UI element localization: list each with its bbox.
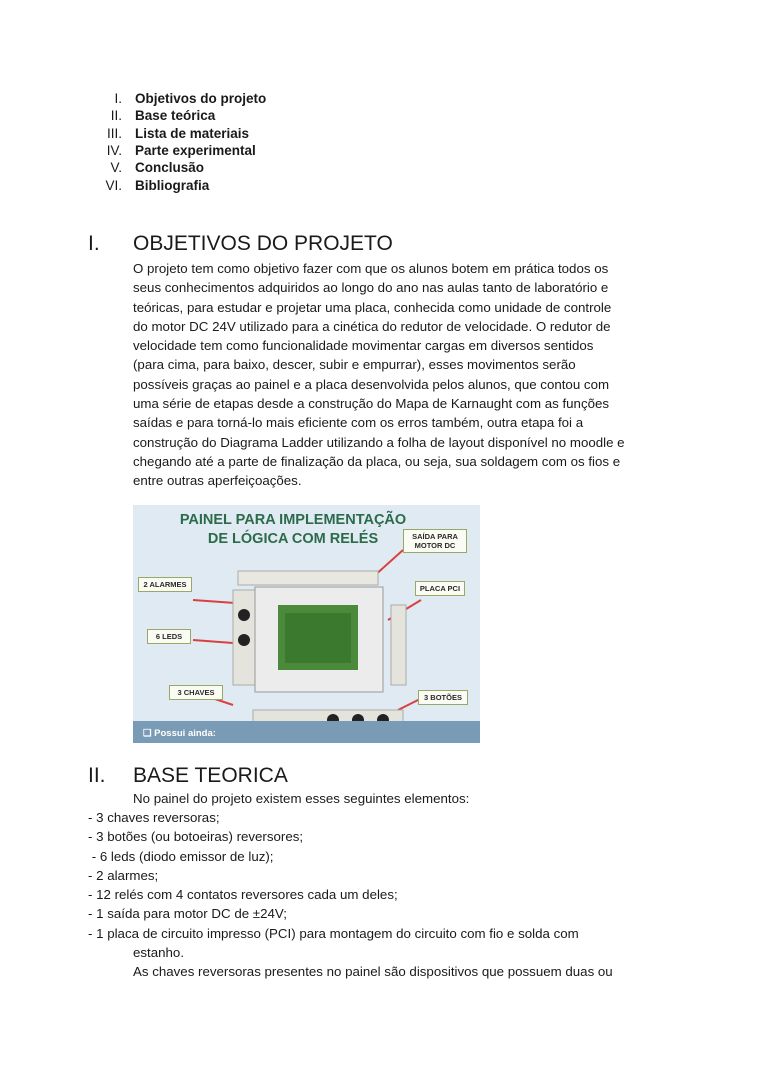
section-heading-base-teorica [88,764,288,788]
figure-footer-text [143,728,216,739]
callout-saida-motor: SAÍDA PARA MOTOR DC [403,529,467,553]
list-item: - 3 chaves reversoras; [88,810,220,825]
table-of-contents [80,90,266,194]
section-title: OBJETIVOS DO PROJETO [133,232,393,255]
toc-label: Lista de materiais [135,125,250,141]
toc-item [80,159,266,176]
bullet-icon: ❑ [143,728,155,739]
section-number: II. [88,764,106,787]
paragraph-line: teóricas, para estudar e projetar uma placa, conhecida como unidade de controle [133,299,612,315]
toc-label: Objetivos do projeto [135,91,267,107]
figure-title-line: PAINEL PARA IMPLEMENTAÇÃO [179,512,407,528]
toc-number: V. [110,160,122,176]
toc-number: I. [114,91,122,107]
toc-label: Conclusão [135,160,205,176]
paragraph-line: do motor DC 24V utilizado para a cinética do redutor de velocidade. O redutor de [133,318,611,334]
paragraph-line: seus conhecimentos adquiridos ao longo do ano nas aulas tanto de laboratório e [133,280,609,296]
paragraph-line: No painel do projeto existem esses seguintes elementos: [133,791,470,806]
list-item: - 1 saída para motor DC de ±24V; [88,906,287,922]
callout-placa: PLACA PCI [415,581,465,596]
toc-number: III. [106,125,122,141]
list-item: - 1 placa de circuito impresso (PCI) para montagem do circuito com fio e solda com [88,925,579,941]
paragraph-line: saídas e para torná-lo mais eficiente com os erros também, outra etapa foi a [133,415,584,431]
paragraph-line: possíveis graças ao painel e a placa desenvolvida pelos alunos, que contou com [133,376,610,392]
elements-list [88,808,613,982]
section-intro [133,789,663,808]
callout-leds: 6 LEDS [147,629,191,644]
callout-chaves: 3 CHAVES [169,685,223,700]
figure-title-line: DE LÓGICA COM RELÉS [207,531,379,547]
list-item: - 2 alarmes; [88,867,159,883]
paragraph-line: O projeto tem como objetivo fazer com que os alunos botem em prática todos os [133,261,609,276]
section-paragraph [133,259,663,491]
paragraph-line: entre outras aperfeiçoações. [133,473,302,489]
toc-item [80,142,266,159]
paragraph-line: chegando até a parte de finalização da placa, ou seja, sua soldagem com os fios e [133,453,621,469]
toc-label: Parte experimental [135,143,256,159]
toc-label: Base teórica [135,108,216,124]
toc-item [80,107,266,124]
paragraph-line: construção do Diagrama Ladder utilizando a folha de layout disponível no moodle e [133,434,625,450]
section-heading-objetivos [88,232,393,256]
section-title: BASE TEORICA [133,764,288,787]
paragraph-line: velocidade tem como funcionalidade movimentar cargas em diversos sentidos [133,338,594,354]
list-item: - 3 botões (ou botoeiras) reversores; [88,829,304,845]
footer-caption: Possui ainda: [154,728,216,739]
list-item: - 6 leds (diodo emissor de luz); [88,848,274,864]
section-number: I. [88,232,100,255]
list-item: - 12 relés com 4 contatos reversores cada um deles; [88,887,398,903]
toc-item [80,125,266,142]
toc-number: II. [110,108,122,124]
toc-item [80,90,266,107]
paragraph-line: As chaves reversoras presentes no painel são dispositivos que possuem duas ou [133,964,613,980]
toc-number: IV. [106,143,122,159]
paragraph-line: estanho. [133,945,185,961]
toc-number: VI. [105,177,122,193]
callout-alarmes: 2 ALARMES [138,577,192,592]
panel-figure [133,505,480,743]
paragraph-line: uma série de etapas desde a construção do Mapa de Karnaught com as funções [133,396,610,412]
toc-item [80,176,266,193]
toc-label: Bibliografia [135,177,210,193]
callout-botoes: 3 BOTÕES [418,690,468,705]
paragraph-line: (para cima, para baixo, descer, subir e empurrar), esses movimentos serão [133,357,576,373]
